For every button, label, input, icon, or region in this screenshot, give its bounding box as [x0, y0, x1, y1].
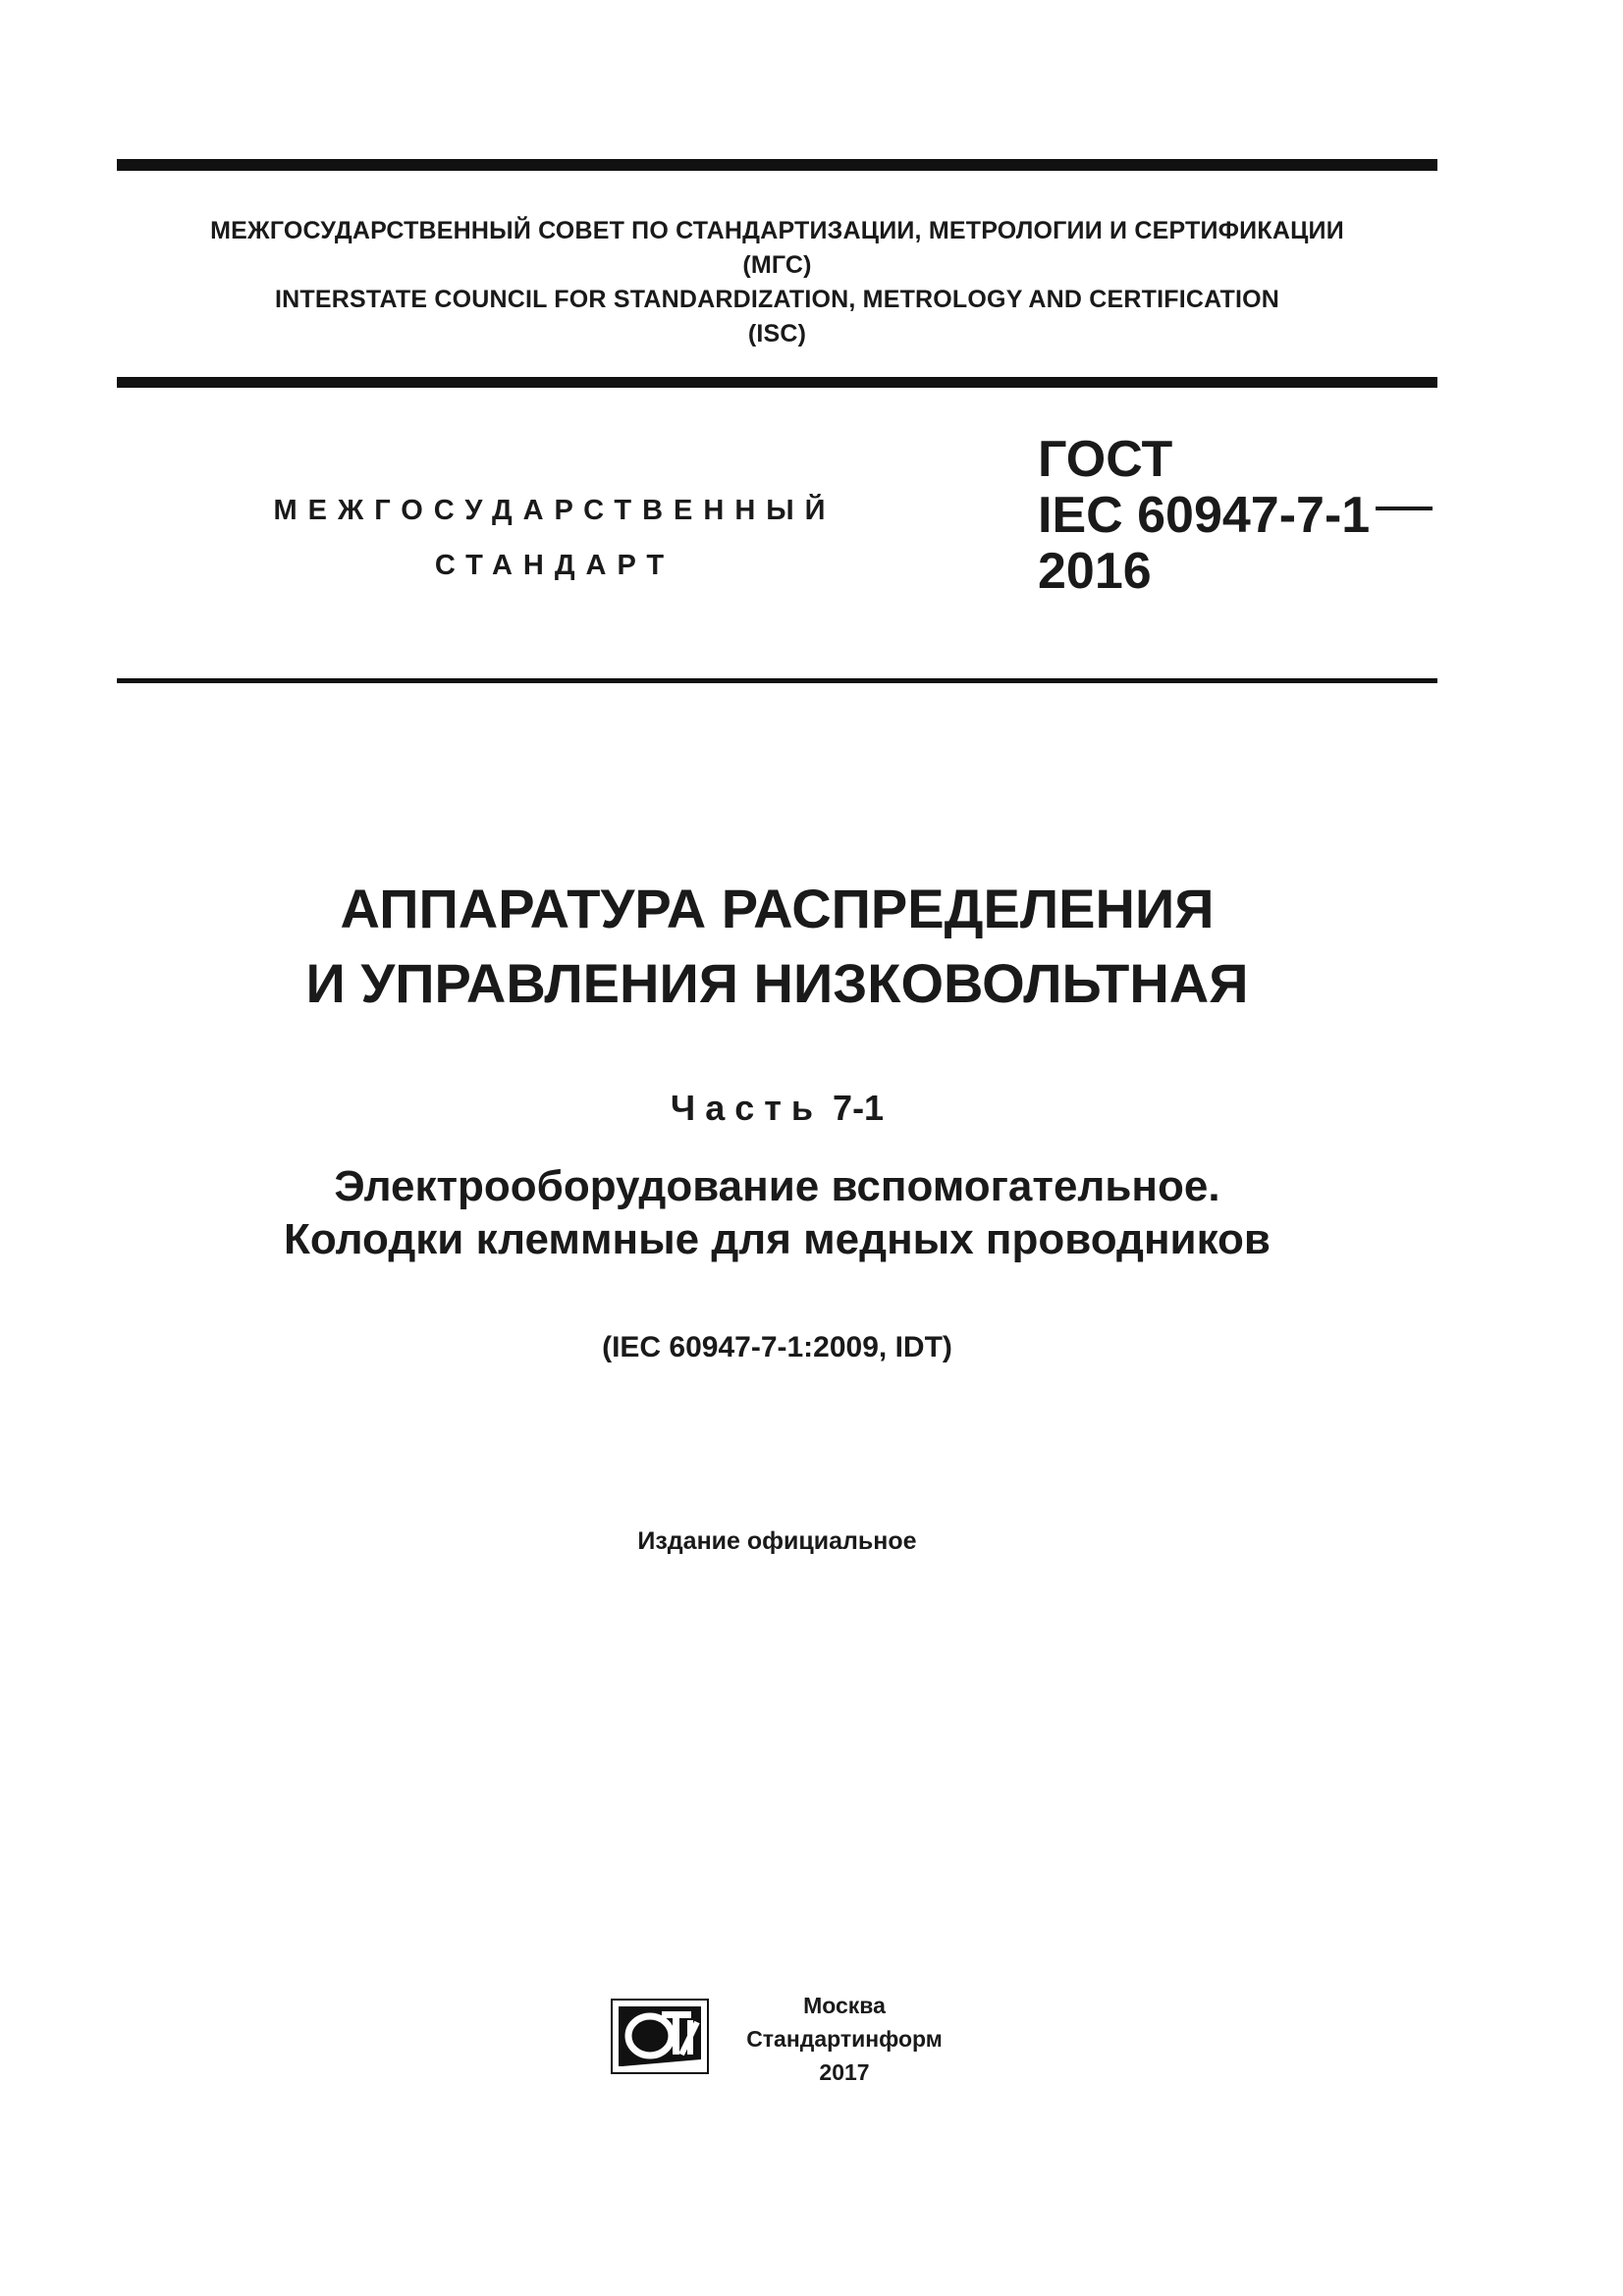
publisher-block — [717, 1989, 972, 2089]
middle-rule — [117, 377, 1437, 388]
standard-designation — [1038, 432, 1433, 600]
title-line1: АППАРАТУРА РАСПРЕДЕЛЕНИЯ — [340, 878, 1215, 939]
iec-reference: (IEC 60947-7-1:2009, IDT) — [602, 1331, 952, 1363]
designation-number: IEC 60947-7-1 — [1038, 487, 1371, 544]
council-abbr-ru: (МГС) — [742, 251, 812, 279]
designation-gost: ГОСТ — [1038, 431, 1173, 488]
publisher-city: Москва — [803, 1993, 886, 2018]
standard-type-line2: СТАНДАРТ — [434, 550, 676, 581]
edition-note: Издание официальное — [637, 1527, 917, 1555]
document-title — [117, 872, 1437, 1021]
document-subtitle — [117, 1160, 1437, 1266]
standartinform-logo — [611, 1999, 709, 2074]
standard-type — [250, 483, 859, 593]
council-name-en: INTERSTATE COUNCIL FOR STANDARDIZATION, METROLOGY AND CERTIFICATION — [274, 286, 1280, 313]
part-label: Часть — [670, 1088, 824, 1128]
council-abbr-en: (ISC) — [747, 320, 807, 347]
publisher-year: 2017 — [819, 2059, 870, 2085]
council-name-ru: МЕЖГОСУДАРСТВЕННЫЙ СОВЕТ ПО СТАНДАРТИЗАЦИИ, МЕТРОЛОГИИ И СЕРТИФИКАЦИИ — [210, 217, 1344, 244]
publisher-name: Стандартинформ — [746, 2026, 943, 2052]
subtitle-line2: Колодки клеммные для медных проводников — [284, 1215, 1271, 1263]
standard-type-line1: МЕЖГОСУДАРСТВЕННЫЙ — [273, 495, 837, 526]
designation-dash — [1376, 507, 1433, 510]
subtitle-line1: Электрооборудование вспомогательное. — [334, 1162, 1220, 1210]
designation-number-row — [1038, 488, 1433, 544]
part-heading — [117, 1085, 1437, 1132]
top-rule — [117, 159, 1437, 171]
part-number: 7-1 — [833, 1088, 885, 1128]
title-line2: И УПРАВЛЕНИЯ НИЗКОВОЛЬТНАЯ — [305, 952, 1249, 1014]
lower-rule — [117, 678, 1437, 683]
designation-year: 2016 — [1038, 543, 1152, 600]
council-header — [117, 214, 1437, 351]
